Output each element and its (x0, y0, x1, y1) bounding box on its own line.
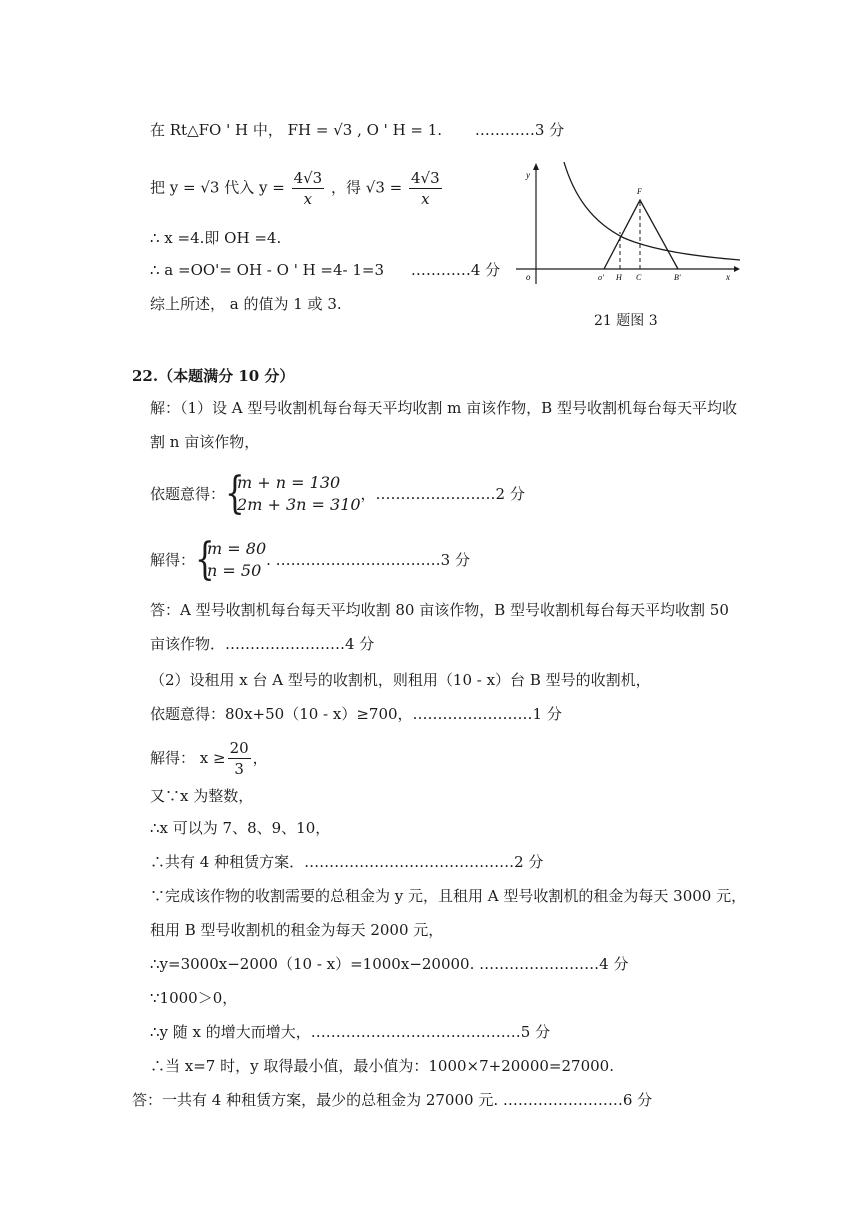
q21-line-1-score: …………3 分 (474, 121, 565, 139)
q21-fraction-2: $\frac{4√3}{x}$ (411, 169, 440, 208)
label-c: C (636, 273, 642, 282)
triangle (604, 200, 678, 269)
q21-line-3: ∴ x =4.即 OH =4. (150, 229, 282, 247)
q22-solution-2: n = 50 (207, 561, 262, 580)
q22-equation-1: m + n = 130 (237, 473, 341, 492)
q22-solve-line (150, 536, 470, 584)
q22-p2-line-1: （2）设租用 x 台 A 型号的收割机，则租用（10 - x）台 B 型号的收割机， (150, 671, 651, 689)
q21-line-1-text: 在 Rt△FO ' H 中， FH = √3 , O ' H = 1. (150, 121, 443, 139)
q22-p2-line-11: ∴y 随 x 的增大而增大，……………………………………5 分 (150, 1023, 551, 1041)
q22-solution-1: m = 80 (207, 539, 267, 558)
q21-line-4 (150, 260, 500, 280)
q22-answer-1-line-1: 答：A 型号收割机每台每天平均收割 80 亩该作物，B 型号收割机每台每天平均收割 50 (150, 601, 729, 619)
q21-fraction-1: $\frac{4√3}{x}$ (293, 169, 323, 208)
q21-line-1 (150, 120, 564, 140)
q21-line-2 (150, 168, 444, 209)
q22-p2-line-6: ∴共有 4 种租赁方案．……………………………………2 分 (150, 853, 544, 871)
q22-p2-line-10: ∵1000＞0， (150, 989, 238, 1007)
q21-line-4-text: ∴ a =OO'= OH - O ' H =4- 1=3 (150, 261, 385, 279)
q22-p2-line-12: ∴当 x=7 时，y 取得最小值，最小值为：1000×7+20000=27000. (150, 1057, 614, 1075)
q22-final-answer: 答：一共有 4 种租赁方案，最少的总租金为 27000 元. ……………………6 分 (132, 1091, 653, 1109)
q21-line-2-text: 把 y = √3 代入 y = (150, 178, 285, 197)
q22-solve-score: . ……………………………3 分 (266, 551, 470, 569)
q22-equation-system: { m + n = 130 2m + 3n = 310 (225, 468, 361, 519)
y-axis-arrow (533, 163, 539, 170)
q22-p1-line-2: 割 n 亩该作物， (150, 433, 260, 451)
q22-p2-line-2: 依题意得：80x+50（10 - x）≥700，……………………1 分 (150, 705, 562, 723)
q22-equation-2: 2m + 3n = 310 (237, 495, 361, 514)
label-b-prime: B' (674, 273, 681, 282)
x-axis-arrow (734, 266, 740, 272)
q22-solve-label: 解得： (150, 551, 196, 569)
q22-p1-line-1: 解：（1）设 A 型号收割机每台每天平均收割 m 亩该作物，B 型号收割机每台每天平均收 (150, 399, 737, 417)
q22-heading: 22.（本题满分 10 分） (132, 367, 295, 385)
hyperbola-curve (564, 162, 740, 260)
label-h: H (616, 273, 622, 282)
label-x: x (726, 272, 730, 282)
q22-p2-line-5: ∴x 可以为 7、8、9、10， (150, 819, 331, 837)
q22-setup-score: ，……………………2 分 (360, 485, 525, 503)
q22-p2-line-9: ∴y=3000x−2000（10 - x）=1000x−20000. ……………………4 分 (150, 955, 629, 973)
label-o-prime: o' (598, 273, 604, 282)
q22-setup-line (150, 470, 525, 518)
q22-p2-solve-label: 解得： x ≥ (150, 749, 226, 767)
q22-p2-solve-line: 解得： x ≥ $\frac{20}{3}$ ， (150, 738, 268, 778)
q22-setup-label: 依题意得： (150, 485, 226, 503)
q22-p2-line-8: 租用 B 型号收割机的租金为每天 2000 元， (150, 921, 444, 939)
figure-caption: 21 题图 3 (594, 313, 658, 329)
q22-answer-1-line-2: 亩该作物．……………………4 分 (150, 635, 375, 653)
q21-line-4-score: …………4 分 (410, 261, 501, 279)
label-f: F (637, 187, 642, 196)
q22-p2-line-7: ∵完成该作物的收割需要的总租金为 y 元，且租用 A 型号收割机的租金为每天 3000 元， (150, 887, 747, 905)
label-o: o (526, 272, 531, 282)
q21-line-5: 综上所述， a 的值为 1 或 3. (150, 295, 342, 313)
q22-solution-system: { m = 80 n = 50 (195, 534, 267, 585)
q21-figure-3 (512, 156, 744, 288)
q22-p2-fraction: $\frac{20}{3}$ (229, 738, 249, 778)
q21-line-2-mid: ，得 √3 = (331, 178, 403, 197)
label-y: y (526, 170, 530, 180)
q22-p2-line-4: 又∵x 为整数， (150, 787, 254, 805)
